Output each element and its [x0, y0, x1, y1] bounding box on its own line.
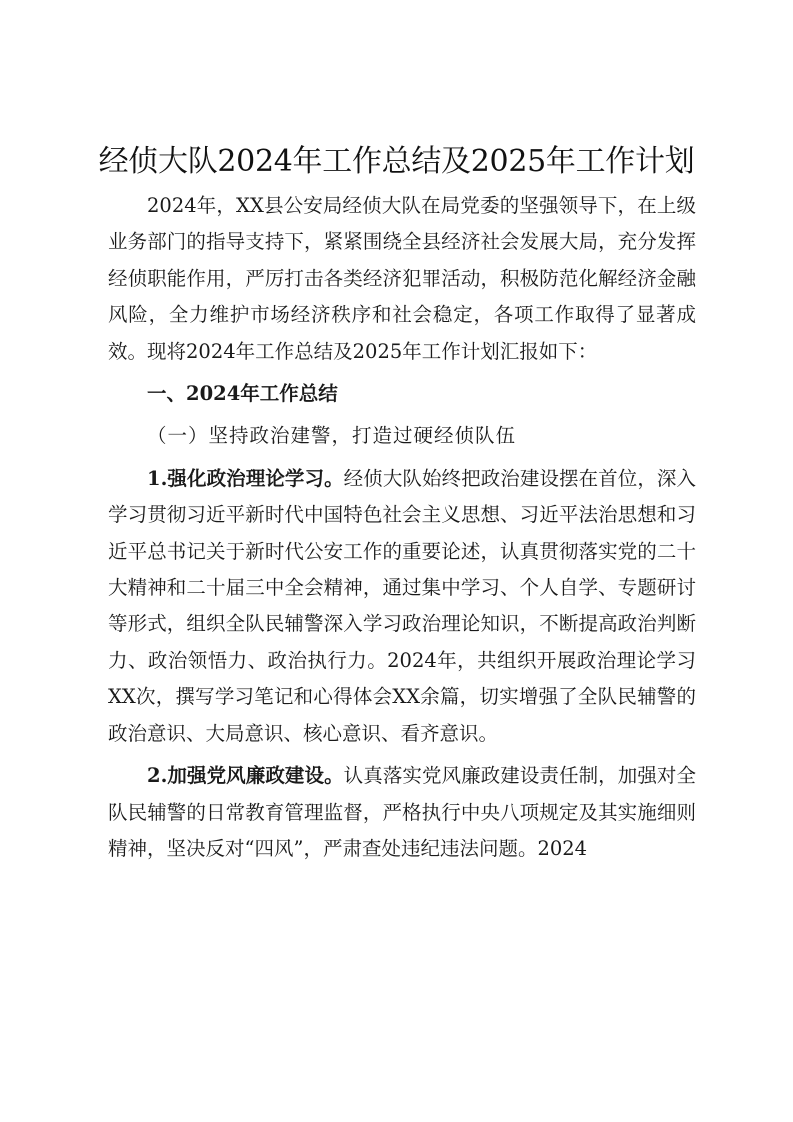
document-title: 经侦大队2024年工作总结及2025年工作计划 [98, 144, 695, 179]
item-lead-1: 1.强化政治理论学习。 [147, 466, 344, 490]
item-paragraph-1 [108, 461, 696, 752]
item-paragraph-2 [108, 758, 696, 867]
item-lead-2: 2.加强党风廉政建设。 [147, 764, 344, 788]
section-heading: 一、2024年工作总结 [147, 382, 338, 406]
document-body [108, 188, 696, 867]
item-text-1: 经侦大队始终把政治建设摆在首位，深入学习贯彻习近平新时代中国特色社会主义思想、习近平法治思想和习近平总书记关于新时代公安工作的重要论述，认真贯彻落实党的二十大精神和二十届三中全会精神，通过集中学习、个人自学、专题研讨等形式，组织全队民辅警深入学习政治理论知识，不断提高政治判断力、政治领悟力、政治执行力。2024年，共组织开展政治理论学习XX次，撰写学习笔记和心得体会XX余篇，切实增强了全队民辅警的政治意识、大局意识、核心意识、看齐意识。 [108, 466, 696, 745]
subsection-heading: （一）坚持政治建警，打造过硬经侦队伍 [147, 424, 517, 448]
item-text-2: 认真落实党风廉政建设责任制，加强对全队民辅警的日常教育管理监督，严格执行中央八项规定及其实施细则精神，坚决反对“四风”，严肃查处违纪违法问题。2024 [108, 764, 696, 860]
intro-paragraph: 2024年，XX县公安局经侦大队在局党委的坚强领导下，在上级业务部门的指导支持下，紧紧围绕全县经济社会发展大局，充分发挥经侦职能作用，严厉打击各类经济犯罪活动，积极防范化解经济金融风险，全力维护市场经济秩序和社会稳定，各项工作取得了显著成效。现将2024年工作总结及2025年工作计划汇报如下： [108, 194, 696, 363]
